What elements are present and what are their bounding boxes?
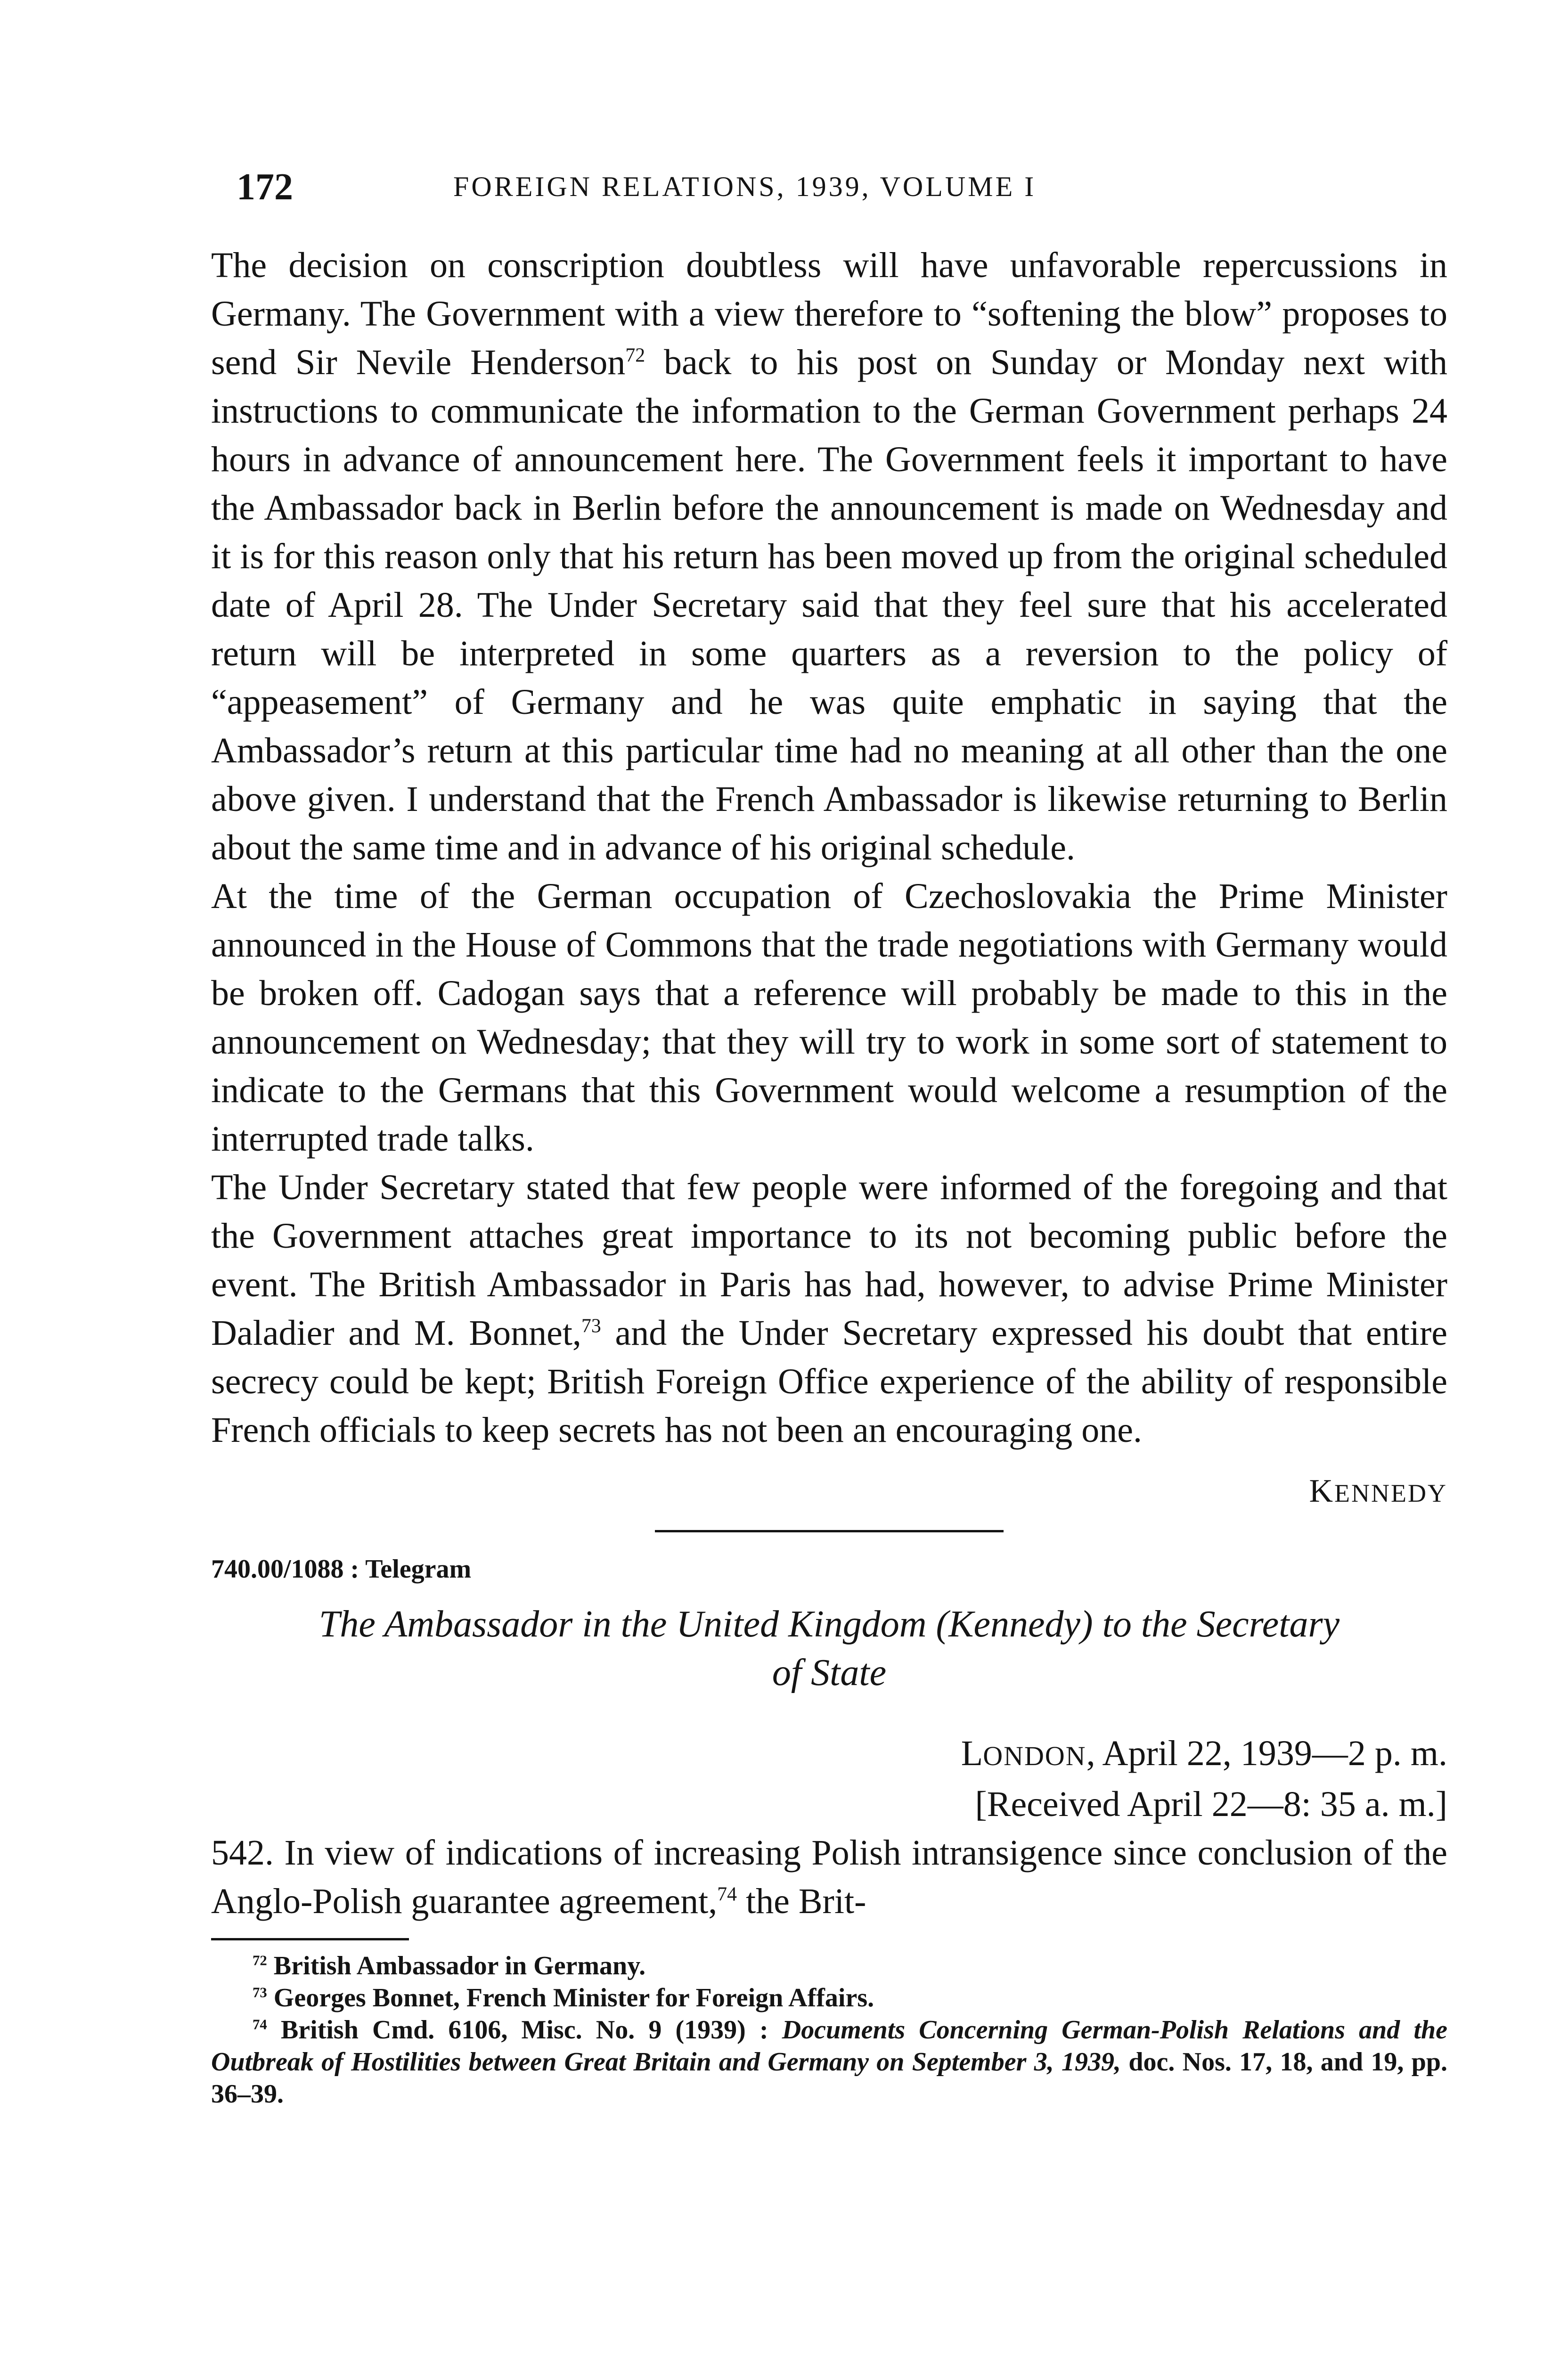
received-line: [Received April 22—8: 35 a. m.]	[975, 1784, 1447, 1824]
signature-rest: ENNEDY	[1334, 1479, 1447, 1507]
dateline-city: ONDON	[983, 1741, 1086, 1771]
dateline-date: , April 22, 1939—2 p. m.	[1086, 1734, 1447, 1773]
paragraph-trade-negotiations: At the time of the German occupation of Czechoslovakia the Prime Minister announced in the House of Commons that the trade negotiations with Germany would be broken off. Cadogan says that a reference will probably be made to this in the announcement on Wednesday; that they will try to work in some sort of statement to indicate to the Germans that this Government would welcome a resumption of the interrupted trade talks.	[211, 876, 1447, 1159]
section-divider	[655, 1530, 1004, 1532]
footnote-text: British Cmd. 6106, Misc. No. 9 (1939) :	[267, 2015, 782, 2045]
document-title-line-1: The Ambassador in the United Kingdom (Kennedy) to the Secretary	[318, 1603, 1340, 1645]
paragraph-telegram-542	[211, 1829, 1447, 1926]
footnote-ref-74: 74	[717, 1883, 737, 1906]
signature-kennedy	[211, 1472, 1447, 1510]
running-head: FOREIGN RELATIONS, 1939, VOLUME I	[453, 171, 1037, 202]
footnote-text: British Ambassador in Germany.	[267, 1951, 646, 1980]
document-title-line-2: of State	[772, 1652, 887, 1693]
dateline-initial: L	[961, 1734, 983, 1773]
paragraph-text: back to his post on Sunday or Monday next with instructions to communicate the information to the German Government perhaps 24 hours in advance of announcement here. The Government feels it important to have the Ambassador back in Berlin before the announcement is made on Wednesday and it is for this reason only that his return has been moved up from the original scheduled date of April 28. The Under Secretary said that they feel sure that his accelerated return will be interpreted in some quarters as a reversion to the policy of “appeasement” of Germany and he was quite emphatic in saying that the Ambassador’s return at this particular time had no meaning at all other than the one above given. I understand that the French Ambassador is likewise returning to Berlin about the same time and in advance of his original schedule.	[211, 343, 1447, 867]
footnote-mark: 74	[253, 2016, 267, 2033]
footnote-italic-title: Documents Concerning German-Polish Relations and the Outbreak of Hostilities between Great Britain and Germany on September 3, 1939,	[211, 2015, 1447, 2077]
footnote-mark: 73	[253, 1984, 267, 2001]
footnote-72	[211, 1950, 1447, 1982]
footnote-text: Georges Bonnet, French Minister for Foreign Affairs.	[267, 1983, 874, 2012]
signature-initial: K	[1309, 1473, 1335, 1509]
page-number: 172	[237, 166, 293, 208]
footnote-text: doc. Nos. 17, 18, and 19, pp. 36–39.	[211, 2047, 1448, 2109]
paragraph-text: the Brit-	[737, 1882, 866, 1921]
paragraph-text: and the Under Secretary expressed his doubt that entire secrecy could be kept; British Foreign Office experience of the ability of responsible French officials to keep secrets has not been an encouraging one.	[211, 1313, 1447, 1450]
paragraph-text: The Under Secretary stated that few people were informed of the foregoing and that the Government attaches great importance to its not becoming public before the event. The British Ambassador in Paris has had, however, to advise Prime Minister Daladier and M. Bonnet,	[211, 1168, 1447, 1353]
paragraph-secrecy	[211, 1163, 1447, 1455]
file-number: 740.00/1088 : Telegram	[211, 1554, 472, 1584]
footnote-ref-73: 73	[581, 1315, 601, 1337]
document-title	[211, 1600, 1447, 1697]
page-header	[204, 166, 1466, 208]
page-content	[211, 241, 1447, 2110]
footnotes	[211, 1950, 1447, 2110]
footnote-rule	[211, 1938, 409, 1940]
footnote-74	[211, 2014, 1447, 2110]
paragraph-conscription	[211, 241, 1447, 872]
footnote-ref-72: 72	[625, 344, 645, 367]
footnote-mark: 72	[253, 1952, 267, 1969]
dateline	[211, 1729, 1447, 1780]
footnote-73	[211, 1982, 1447, 2014]
paragraph-text: The decision on conscription doubtless will have unfavorable repercussions in Germany. The Government with a view therefore to “softening the blow” proposes to send Sir Nevile Henderson	[211, 245, 1447, 382]
paragraph-text: 542. In view of indications of increasing Polish intransigence since conclusion of the Anglo-Polish guarantee agreement,	[211, 1833, 1447, 1921]
